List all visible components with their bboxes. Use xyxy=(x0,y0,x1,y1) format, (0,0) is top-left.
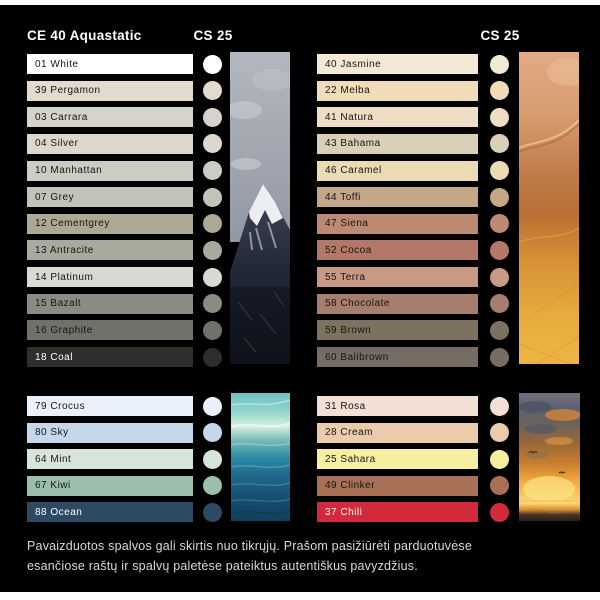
cs25-color-dot xyxy=(203,348,222,367)
cs25-left-column-header: CS 25 xyxy=(193,28,233,43)
cs25-color-dot xyxy=(490,241,509,260)
cs25-color-dot xyxy=(203,294,222,313)
swatch-section-blues xyxy=(27,396,222,522)
swatch-section-browns xyxy=(317,54,509,367)
swatch-row xyxy=(317,54,509,74)
color-name-label: 22 Melba xyxy=(325,85,371,97)
color-bar xyxy=(27,449,193,469)
swatch-row xyxy=(27,449,222,469)
color-bar xyxy=(27,161,193,181)
cs25-color-dot xyxy=(490,476,509,495)
swatch-row xyxy=(27,476,222,496)
ocean-photo xyxy=(231,393,290,521)
color-name-label: 13 Antracite xyxy=(35,244,94,256)
swatch-row xyxy=(27,54,222,74)
cs25-color-dot xyxy=(203,423,222,442)
color-bar xyxy=(317,134,478,154)
color-name-label: 04 Silver xyxy=(35,138,79,150)
color-bar xyxy=(317,294,478,314)
swatch-section-greys xyxy=(27,54,222,367)
cs25-color-dot xyxy=(490,450,509,469)
cs25-color-dot xyxy=(490,55,509,74)
swatch-section-warms xyxy=(317,396,509,522)
cs25-color-dot xyxy=(490,423,509,442)
swatch-row xyxy=(317,320,509,340)
color-name-label: 60 Balibrown xyxy=(325,351,389,363)
color-bar xyxy=(27,134,193,154)
color-bar xyxy=(317,476,478,496)
cs25-right-column-header: CS 25 xyxy=(480,28,520,43)
color-name-label: 64 Mint xyxy=(35,453,72,465)
color-name-label: 40 Jasmine xyxy=(325,58,382,70)
cs25-color-dot xyxy=(203,161,222,180)
color-name-label: 07 Grey xyxy=(35,191,75,203)
color-name-label: 59 Brown xyxy=(325,324,372,336)
cs25-color-dot xyxy=(490,214,509,233)
swatch-row xyxy=(27,107,222,127)
color-bar xyxy=(27,187,193,207)
color-bar xyxy=(27,240,193,260)
color-bar xyxy=(27,214,193,234)
color-name-label: 44 Toffi xyxy=(325,191,361,203)
color-bar xyxy=(27,81,193,101)
color-name-label: 43 Bahama xyxy=(325,138,381,150)
swatch-row xyxy=(317,134,509,154)
color-name-label: 55 Terra xyxy=(325,271,366,283)
color-bar xyxy=(27,107,193,127)
cs25-color-dot xyxy=(203,81,222,100)
color-bar xyxy=(27,54,193,74)
swatch-row xyxy=(27,134,222,154)
swatch-row xyxy=(317,187,509,207)
swatch-row xyxy=(317,502,509,522)
swatch-row xyxy=(27,81,222,101)
disclaimer-line-2: esančiose raštų ir spalvų paletėse pateiktus autentiškus pavyzdžius. xyxy=(27,559,418,573)
cs25-color-dot xyxy=(490,321,509,340)
color-name-label: 16 Graphite xyxy=(35,324,93,336)
cs25-color-dot xyxy=(490,268,509,287)
swatch-row xyxy=(317,107,509,127)
cs25-color-dot xyxy=(490,134,509,153)
swatch-row xyxy=(317,449,509,469)
swatch-row xyxy=(27,423,222,443)
color-bar xyxy=(317,107,478,127)
cs25-color-dot xyxy=(203,55,222,74)
color-bar xyxy=(317,320,478,340)
cs25-color-dot xyxy=(490,161,509,180)
color-name-label: 79 Crocus xyxy=(35,400,86,412)
color-bar xyxy=(27,396,193,416)
page-margin-bottom xyxy=(0,592,600,600)
color-name-label: 41 Natura xyxy=(325,111,374,123)
color-bar xyxy=(27,347,193,367)
cs25-color-dot xyxy=(203,321,222,340)
swatch-row xyxy=(317,476,509,496)
cs25-color-dot xyxy=(490,348,509,367)
color-bar xyxy=(317,161,478,181)
color-bar xyxy=(317,347,478,367)
cs25-color-dot xyxy=(490,188,509,207)
color-bar xyxy=(317,240,478,260)
cs25-color-dot xyxy=(203,268,222,287)
color-name-label: 47 Siena xyxy=(325,218,369,230)
color-bar xyxy=(27,476,193,496)
swatch-row xyxy=(317,347,509,367)
cs25-color-dot xyxy=(203,397,222,416)
color-name-label: 46 Caramel xyxy=(325,165,382,177)
color-name-label: 03 Carrara xyxy=(35,111,88,123)
swatch-row xyxy=(27,161,222,181)
color-name-label: 67 Kiwi xyxy=(35,480,71,491)
product-title: CE 40 Aquastatic xyxy=(27,28,142,43)
desert-photo xyxy=(519,52,579,364)
color-name-label: 80 Sky xyxy=(35,427,69,438)
cs25-color-dot xyxy=(490,108,509,127)
swatch-row xyxy=(27,267,222,287)
color-bar xyxy=(317,214,478,234)
cs25-color-dot xyxy=(203,134,222,153)
swatch-row xyxy=(27,214,222,234)
color-name-label: 12 Cementgrey xyxy=(35,218,110,230)
color-bar xyxy=(317,423,478,443)
page-margin-top xyxy=(0,0,600,5)
cs25-color-dot xyxy=(203,503,222,522)
swatch-row xyxy=(27,187,222,207)
color-name-label: 25 Sahara xyxy=(325,453,376,465)
cs25-color-dot xyxy=(203,476,222,495)
swatch-row xyxy=(317,267,509,287)
color-name-label: 18 Coal xyxy=(35,351,73,363)
color-name-label: 28 Cream xyxy=(325,427,373,438)
color-bar xyxy=(317,54,478,74)
color-name-label: 52 Cocoa xyxy=(325,244,372,256)
color-name-label: 14 Platinum xyxy=(35,271,94,283)
color-name-label: 58 Chocolate xyxy=(325,298,390,310)
cs25-color-dot xyxy=(203,241,222,260)
cs25-color-dot xyxy=(203,108,222,127)
swatch-row xyxy=(27,320,222,340)
color-bar xyxy=(27,294,193,314)
color-bar xyxy=(317,449,478,469)
swatch-row xyxy=(317,294,509,314)
disclaimer-line-1: Pavaizduotos spalvos gali skirtis nuo tikrųjų. Prašom pasižiūrėti parduotuvėse xyxy=(27,539,472,553)
swatch-row xyxy=(27,294,222,314)
color-bar xyxy=(317,267,478,287)
color-bar xyxy=(317,187,478,207)
cs25-color-dot xyxy=(203,188,222,207)
color-name-label: 31 Rosa xyxy=(325,400,366,412)
swatch-row xyxy=(27,396,222,416)
swatch-row xyxy=(317,214,509,234)
color-bar xyxy=(27,423,193,443)
cs25-color-dot xyxy=(203,450,222,469)
color-bar xyxy=(317,396,478,416)
color-bar xyxy=(27,502,193,522)
color-name-label: 01 White xyxy=(35,58,79,70)
swatch-row xyxy=(27,240,222,260)
swatch-row xyxy=(27,347,222,367)
sunset-photo xyxy=(519,393,580,521)
swatch-row xyxy=(317,81,509,101)
color-name-label: 15 Bazalt xyxy=(35,298,82,310)
swatch-row xyxy=(317,161,509,181)
color-bar xyxy=(317,502,478,522)
color-name-label: 37 Chili xyxy=(325,506,363,518)
color-name-label: 88 Ocean xyxy=(35,506,83,518)
color-name-label: 39 Pergamon xyxy=(35,85,101,97)
cs25-color-dot xyxy=(490,503,509,522)
color-disclaimer xyxy=(27,536,472,576)
color-name-label: 49 Clinker xyxy=(325,480,376,491)
color-name-label: 10 Manhattan xyxy=(35,165,103,177)
cs25-color-dot xyxy=(490,294,509,313)
color-bar xyxy=(27,320,193,340)
cs25-color-dot xyxy=(203,214,222,233)
mountain-photo xyxy=(230,52,290,364)
color-bar xyxy=(27,267,193,287)
swatch-row xyxy=(27,502,222,522)
cs25-color-dot xyxy=(490,397,509,416)
color-bar xyxy=(317,81,478,101)
swatch-row xyxy=(317,240,509,260)
swatch-row xyxy=(317,396,509,416)
swatch-row xyxy=(317,423,509,443)
cs25-color-dot xyxy=(490,81,509,100)
